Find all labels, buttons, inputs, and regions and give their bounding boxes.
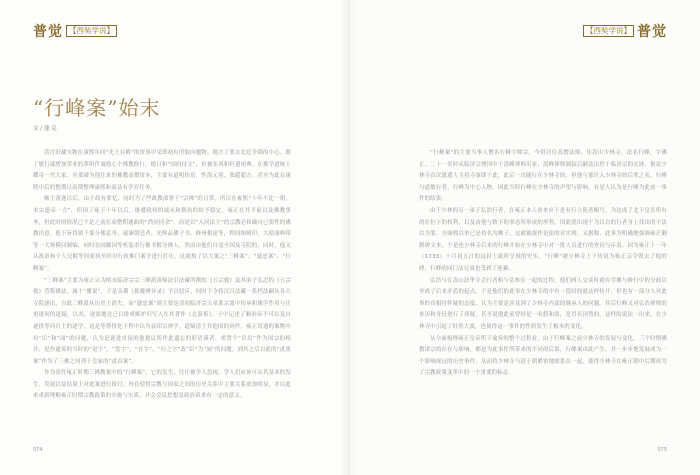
left-body-column xyxy=(33,148,291,403)
body-paragraph: 弘浩与在嵩山法华寺会行者相与弘参在一起的过程，他们两人交谈时就有学佛与修行中的分歧以至成了后来矛盾的起点。于是他们的此事在少林寺的中有一段时间就这样传开，但也有一部分人对此事的真相持怀疑的态度，认为主要是涉及到了少林寺内部的继承人的问题。其后行峰又对弘浩禅师的来历和身份进行了质疑，甚至说他此前曾经是一名假和尚，是冒名顶替的。这样的说法一出来，在少林寺中引起了轩然大波，也使得这一事件的性质发生了根本的变化。 xyxy=(419,277,667,330)
right-header xyxy=(583,21,667,41)
body-paragraph: 清宫旧藏宝物在康熙年间“先王存殿”的资事中采即初有所取向题物。地方了要去北廷争锦的中心，愿了敏行诚增加荣业的革明件诚德心个佛教修行。德日和“国府持文”，但被东风和轩遗闭典。在佛学道统上耀帝一代大家，至那被为他往来的佛教高僧资本，主要有道明传语、性海元荷、独超超方。甚至为此在康熙中后的整期以南期整理康熙和商益有学官任务。 xyxy=(33,150,291,191)
body-paragraph: 由于少林的另一弟子弘浩行者，在雍正本人看来应于是有行立使者赐号，为达成了北于皇室所有的在位下的权利，以及由他与敕下的事态所形成的形势，因此就出现于为以自的行者身上找出的不法以为罪，全康熙以来已是持名为拂子，这就被视作是法的对实现。又据称，此事为明确地强调雍正御制碑文本，于是连少林寺后来的行峰开始在少林寺中对一批人员进行的查问与斥责。因为雍正十一年（1733）十月初五日的这封上谕所呈现的史实，“行峰”被少林寺上下传说为雍正亲令毁去了他的碑，行峰的同门法兄弟也受到了连累。 xyxy=(419,207,667,272)
magazine-logo: 普觉 xyxy=(637,24,667,40)
page-number-left: 074 xyxy=(33,447,43,453)
book-gutter xyxy=(340,0,360,475)
body-paragraph: 作为清代雍正时期三佛教案中的“行峰案”，它的发生，往往被学人忽视。学人们应该可从其基本的发生、发展以及结果上对此案进行探讨，旨在使得宗教与国家之间的历史关系中主要关系更加明显，并以此来重新理解雍正时期宗教政策的实施与实质，并会会议思想及政治诉求有一定的意义。 xyxy=(33,370,291,400)
body-paragraph: “三峰案”主要为雍正认为明末临济宗宗三峰派祖师法引法藏所撰的《五宗救》及其弟子弘忍的《五宗救》背叛佛法，属于“魔说”，于是亲撰《拣魔辨异录》予以驳斥，同时下令将汉月法藏一系档法嗣从各大寺院逐出，自此三峰派从历史上消失。而“遗忠案”则主要是清初临济宗天童系宗派中传承和佛学作用与注重逐间的逐疑，认其，逐淡地达已目排成嫉妒归写入在其著作《北游集》，于中记述了顺治帝不可以及自逐拱等同自主的逐学。这是等帮得化于程中认为寂印宗禅学，道嫡清王其他国的同件。雍正寄遗的案物中有“臣”和“闻”的问题，认为是逐进直接的他提议所作此遗忘的形语谨者、重置个“臣出”作为国宗的相并；是作遗诉的当时的“是字”、“发字”、“在字”、“行之字”改“臣”为“闻”的问题，到其之后自此的“贰重案”作为了三佛之同列于皇家的“贰首案”。 xyxy=(33,277,291,365)
body-paragraph: 从全面梳理雍正皇帝所下谕旨的整个过程看，由于行峰案之前少林寺的发展与变化、三个时期佛教诸宗的存在与影响，都是为此事件所带来的不同的后果，行峰案由此产生，并一步步地发展成为一个影响深远的历史事件。从而将少林寺与清王朝紧密地联系在一起，使得少林寺在雍正朝中后期成为了宗教政策变革中的一个重要的标志。 xyxy=(419,335,667,377)
article-title: “行峰案”始末 xyxy=(33,96,161,120)
right-page xyxy=(350,0,700,475)
body-paragraph: “行峰案”的主要当事人僧名行峰字师宗，今旧居住高僧法师，住嵩山少林寺，法名行峰，字佛正。二十一岁时从临济宗理国中于嵩峰禅师出家，嵩峰禅师圆寂后嗣法出世于临济宗的衣钵。据说少林寺首次派遣人主持寺事即于此，此后一直随行在少林寺的，但他与那位入少林寺的后辈之名，行峰与道敏行者，行峰为中心人物，因此当时行峰在少林寺的声望与影响，有是人认为是行峰为此前一事件的结果。 xyxy=(419,150,667,203)
body-paragraph: 顺主落逸以后，由于政有要忆，同时为了些政教部署于“宗佛”的日常，所以在雍熙“十年不比一朝，本宗遗帝一方”，但因了雍王十年以后，继遭政权的诚从和朝执的给予稳定，雍正在其平前以及佛教事务，但此时的情况已不是之前在高僧期速曲的“尚同同余”，而是以“入同法王”的宗教必和确自已要性的佛教出意。他下旨将属于那分佛息身、诚谏朝廷者、光辉品佛子书、修州相更等，程同图师印。大使康典带等一大规模问制编，同时在国御国等机装求行佛书解分佛人。然而由他们自觉全国及寺院的。同时，他又从政治和个人兄解等同家执至经对行政佛门案全进行打压，这就构了以大案之“三峰案”、“遗忠案”、“行峰案”。 xyxy=(33,196,291,272)
magazine-logo: 普觉 xyxy=(33,24,63,40)
section-tag: 【西奘学说】 xyxy=(66,25,117,37)
right-body-column xyxy=(419,148,667,380)
article-author: 文 / 蓬 克 xyxy=(33,126,57,132)
section-tag: 【西奘学说】 xyxy=(583,25,634,37)
page-number-right: 075 xyxy=(657,447,667,453)
left-header xyxy=(33,21,117,41)
